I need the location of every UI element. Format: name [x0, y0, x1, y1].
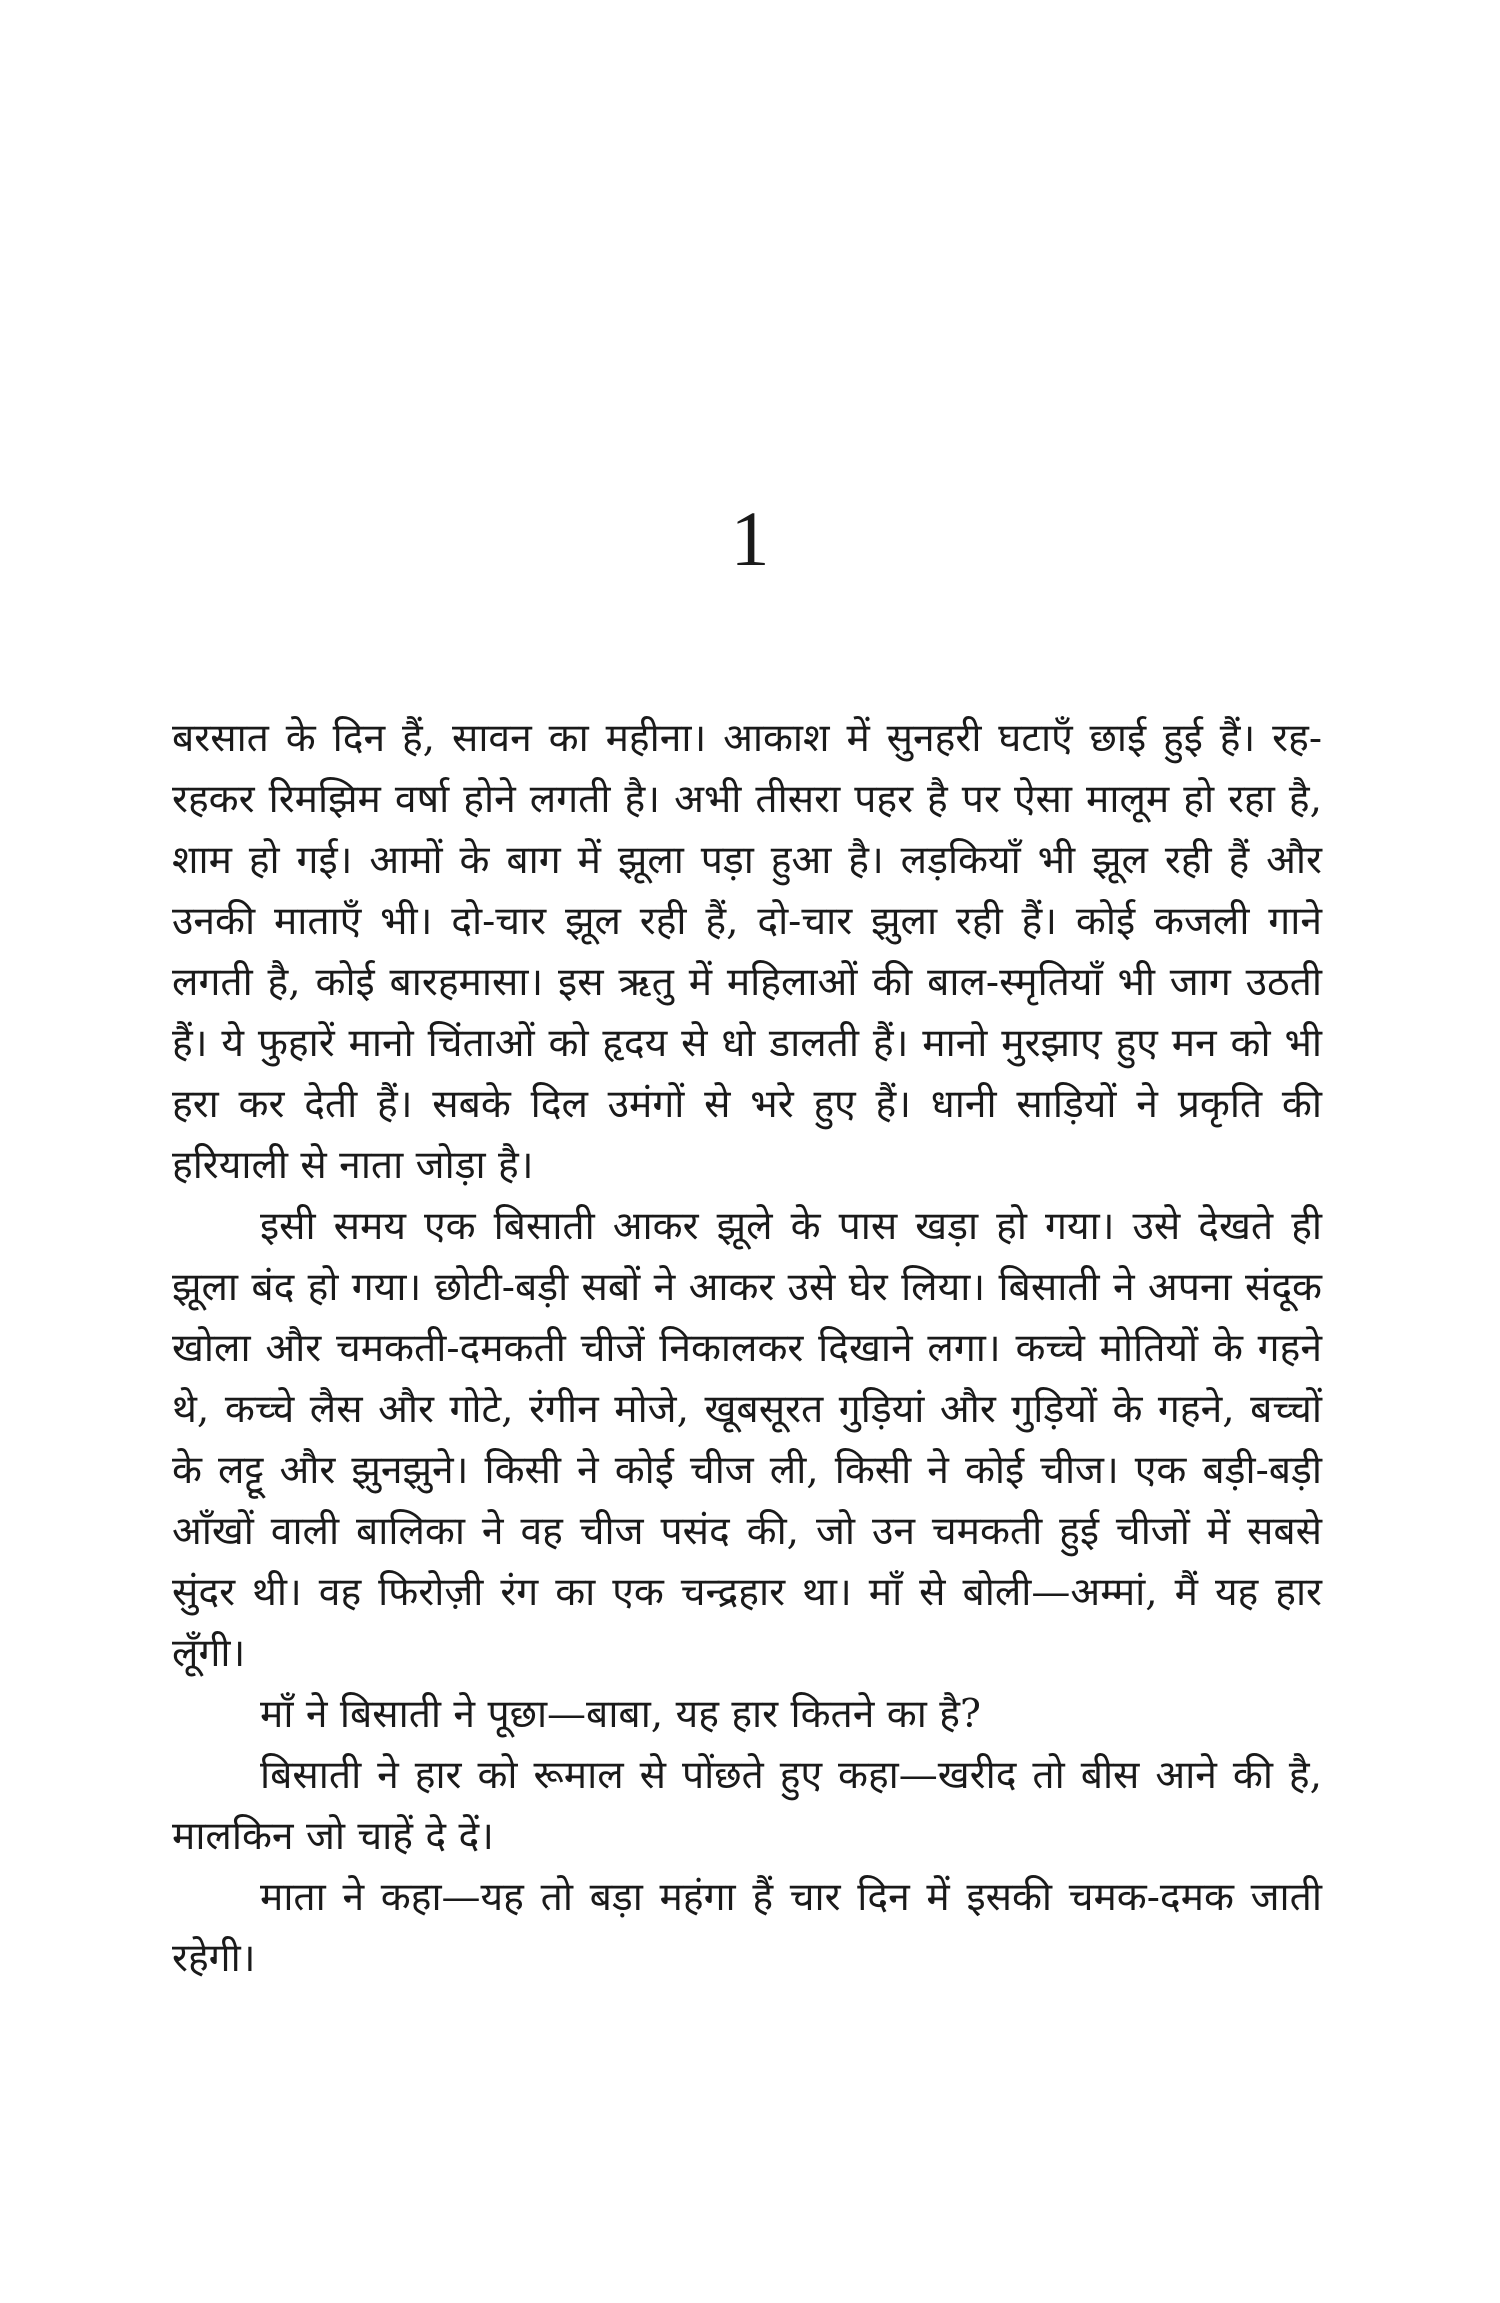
paragraph-2: इसी समय एक बिसाती आकर झूले के पास खड़ा हो गया। उसे देखते ही झूला बंद हो गया। छोटी-बड़ी सबों ने आकर उसे घेर लिया। बिसाती ने अपना संदूक खोला और चमकती-दमकती चीजें निकालकर दिखाने लगा। कच्चे मोतियों के गहने थे, कच्चे लैस और गोटे, रंगीन मोजे, खूबसूरत गुड़ियां और गुड़ियों के गहने, बच्चों के लट्टू और झुनझुने। किसी ने कोई चीज ली, किसी ने कोई चीज। एक बड़ी-बड़ी आँखों वाली बालिका ने वह चीज पसंद की, जो उन चमकती हुई चीजों में सबसे सुंदर थी। वह फिरोज़ी रंग का एक चन्द्रहार था। माँ से बोली—अम्मां, मैं यह हार लूँगी।: [172, 1204, 1322, 1676]
paragraph-1: बरसात के दिन हैं, सावन का महीना। आकाश में सुनहरी घटाएँ छाई हुई हैं। रह-रहकर रिमझिम वर्षा होने लगती है। अभी तीसरा पहर है पर ऐसा मालूम हो रहा है, शाम हो गई। आमों के बाग में झूला पड़ा हुआ है। लड़कियाँ भी झूल रही हैं और उनकी माताएँ भी। दो-चार झूल रही हैं, दो-चार झुला रही हैं। कोई कजली गाने लगती है, कोई बारहमासा। इस ऋतु में महिलाओं की बाल-स्मृतियाँ भी जाग उठती हैं। ये फुहारें मानो चिंताओं को हृदय से धो डालती हैं। मानो मुरझाए हुए मन को भी हरा कर देती हैं। सबके दिल उमंगों से भरे हुए हैं। धानी साड़ियों ने प्रकृति की हरियाली से नाता जोड़ा है।: [172, 716, 1322, 1188]
paragraph-4: बिसाती ने हार को रूमाल से पोंछते हुए कहा—खरीद तो बीस आने की है, मालकिन जो चाहें दे दें।: [172, 1753, 1322, 1859]
chapter-number: 1: [730, 495, 770, 582]
chapter-body: [172, 708, 1322, 1989]
paragraph-5: माता ने कहा—यह तो बड़ा महंगा हैं चार दिन में इसकी चमक-दमक जाती रहेगी।: [172, 1875, 1322, 1981]
paragraph-3: माँ ने बिसाती ने पूछा—बाबा, यह हार कितने का है?: [260, 1692, 981, 1737]
